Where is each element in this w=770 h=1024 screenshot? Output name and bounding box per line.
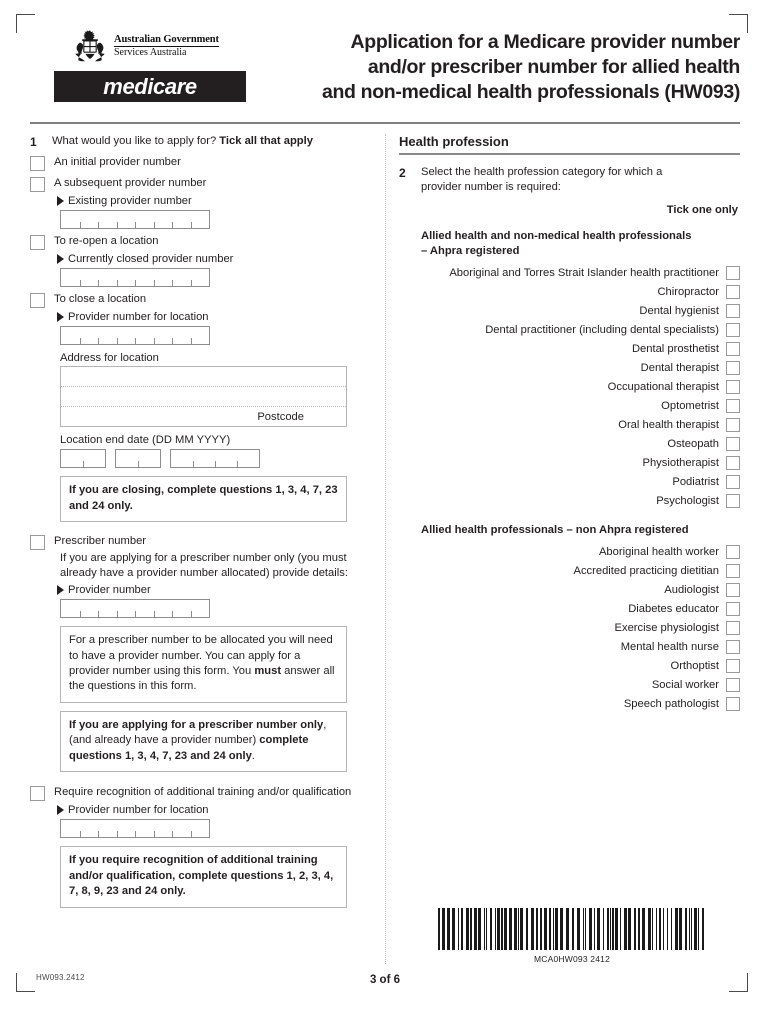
arrow-right-icon bbox=[57, 312, 64, 322]
profession-label: Aboriginal and Torres Strait Islander health practitioner bbox=[449, 266, 719, 279]
arrow-right-icon bbox=[57, 254, 64, 264]
footer-page-number: 3 of 6 bbox=[369, 974, 401, 986]
arrow-right-icon bbox=[57, 196, 64, 206]
profession-checkbox[interactable] bbox=[726, 323, 740, 337]
profession-checkbox[interactable] bbox=[726, 545, 740, 559]
question-2-number: 2 bbox=[399, 165, 406, 180]
list-item[interactable] bbox=[399, 675, 740, 694]
profession-checkbox[interactable] bbox=[726, 494, 740, 508]
address-line-2[interactable] bbox=[61, 387, 346, 407]
list-item[interactable] bbox=[399, 282, 740, 301]
group-heading-non-ahpra: Allied health professionals – non Ahpra registered bbox=[421, 524, 689, 537]
left-column bbox=[30, 134, 375, 908]
question-2-heading bbox=[399, 165, 740, 195]
checkbox-row-reopen-location[interactable] bbox=[30, 234, 375, 250]
label-existing-provider-number: Existing provider number bbox=[68, 195, 192, 208]
label-additional-training: Require recognition of additional training and/or qualification bbox=[54, 786, 352, 799]
note-prescriber-only-instructions bbox=[60, 711, 347, 772]
label-close-location: To close a location bbox=[54, 293, 147, 306]
input-end-date-month[interactable] bbox=[115, 449, 161, 468]
label-close-provider-number: Provider number for location bbox=[68, 311, 209, 324]
right-column bbox=[399, 134, 740, 713]
arrow-right-icon bbox=[57, 805, 64, 815]
profession-label: Chiropractor bbox=[657, 285, 719, 298]
profession-label: Accredited practicing dietitian bbox=[573, 564, 719, 577]
profession-checkbox[interactable] bbox=[726, 621, 740, 635]
list-item[interactable] bbox=[399, 580, 740, 599]
profession-checkbox[interactable] bbox=[726, 399, 740, 413]
note-prescriber-only-regular: , (and already have a provider number) bbox=[69, 718, 327, 747]
note-training-instructions: If you require recognition of additional training and/or qualification, complete questions 1, 2, 3, 4, 7, 8, 9, 23 and 24 only. bbox=[60, 846, 347, 907]
checkbox-prescriber-number[interactable] bbox=[30, 535, 45, 550]
profession-checkbox[interactable] bbox=[726, 678, 740, 692]
profession-checkbox[interactable] bbox=[726, 456, 740, 470]
list-item[interactable] bbox=[399, 618, 740, 637]
checkbox-close-location[interactable] bbox=[30, 293, 45, 308]
group-heading-ahpra-line-1: Allied health and non-medical health professionals bbox=[421, 230, 692, 243]
label-location-end-date: Location end date (DD MM YYYY) bbox=[60, 434, 231, 447]
input-training-provider-number[interactable] bbox=[60, 819, 210, 838]
list-item[interactable] bbox=[399, 599, 740, 618]
profession-checkbox[interactable] bbox=[726, 583, 740, 597]
profession-label: Dental hygienist bbox=[639, 304, 719, 317]
profession-label: Osteopath bbox=[667, 437, 719, 450]
input-close-provider-number[interactable] bbox=[60, 326, 210, 345]
barcode-block bbox=[436, 908, 708, 964]
note-prescriber-only-bold-1: If you are applying for a prescriber number only bbox=[69, 718, 324, 731]
checkbox-row-subsequent-provider-number[interactable] bbox=[30, 176, 375, 192]
label-prescriber-number: Prescriber number bbox=[54, 535, 147, 548]
label-initial-provider-number: An initial provider number bbox=[54, 156, 181, 169]
profession-checkbox[interactable] bbox=[726, 361, 740, 375]
question-1-prompt-text: What would you like to apply for? bbox=[52, 135, 220, 147]
government-crest-row bbox=[72, 28, 250, 64]
profession-checkbox[interactable] bbox=[726, 640, 740, 654]
agency-branding bbox=[54, 28, 250, 102]
profession-label: Occupational therapist bbox=[607, 380, 719, 393]
profession-list-non-ahpra bbox=[399, 542, 740, 713]
input-address-for-location[interactable] bbox=[60, 366, 347, 427]
checkbox-row-close-location[interactable] bbox=[30, 292, 375, 308]
profession-label: Dental prosthetist bbox=[631, 342, 719, 355]
note-prescriber-part-2: answer all the questions in this form. bbox=[69, 665, 335, 693]
note-closing-instructions: If you are closing, complete questions 1, 3, 4, 7, 23 and 24 only. bbox=[60, 476, 347, 522]
list-item[interactable] bbox=[399, 472, 740, 491]
address-line-3-postcode[interactable] bbox=[61, 407, 346, 426]
caption-row-close-provider-number bbox=[57, 311, 375, 323]
note-prescriber-requirements bbox=[60, 626, 347, 703]
caption-row-existing-provider-number bbox=[57, 195, 375, 207]
profession-list-ahpra bbox=[399, 263, 740, 510]
profession-label: Optometrist bbox=[661, 399, 719, 412]
list-item[interactable] bbox=[399, 453, 740, 472]
profession-checkbox[interactable] bbox=[726, 697, 740, 711]
list-item[interactable] bbox=[399, 694, 740, 713]
list-item[interactable] bbox=[399, 656, 740, 675]
profession-label: Exercise physiologist bbox=[614, 621, 719, 634]
profession-label: Orthoptist bbox=[670, 659, 719, 672]
government-wordmark bbox=[114, 34, 219, 59]
form-title-line-1: Application for a Medicare provider number bbox=[350, 31, 740, 53]
list-item[interactable] bbox=[399, 377, 740, 396]
page-title bbox=[240, 30, 740, 104]
profession-checkbox[interactable] bbox=[726, 475, 740, 489]
profession-label: Diabetes educator bbox=[628, 602, 719, 615]
government-line-2: Services Australia bbox=[114, 46, 187, 58]
column-divider bbox=[385, 134, 386, 964]
checkbox-row-initial-provider-number[interactable] bbox=[30, 155, 375, 171]
medicare-wordmark: medicare bbox=[103, 73, 197, 99]
input-location-end-date[interactable] bbox=[60, 449, 375, 468]
form-title-line-3: and non-medical health professionals (HW093) bbox=[321, 80, 740, 103]
profession-label: Speech pathologist bbox=[623, 697, 719, 710]
label-reopen-location: To re-open a location bbox=[54, 235, 159, 248]
barcode-image bbox=[436, 908, 708, 950]
note-prescriber-emphasis: must bbox=[254, 665, 282, 677]
profession-checkbox[interactable] bbox=[726, 659, 740, 673]
list-item[interactable] bbox=[399, 637, 740, 656]
group-heading-ahpra-registered bbox=[421, 229, 740, 259]
profession-label: Mental health nurse bbox=[620, 640, 719, 653]
page-header bbox=[30, 26, 740, 118]
list-item[interactable] bbox=[399, 263, 740, 282]
profession-checkbox[interactable] bbox=[726, 342, 740, 356]
note-prescriber-only-end: . bbox=[251, 749, 255, 762]
question-1-prompt-emphasis: Tick all that apply bbox=[219, 135, 313, 147]
input-end-date-day[interactable] bbox=[60, 449, 106, 468]
footer-form-code: HW093.2412 bbox=[36, 973, 85, 982]
list-item[interactable] bbox=[399, 320, 740, 339]
list-item[interactable] bbox=[399, 415, 740, 434]
group-heading-ahpra-line-2: – Ahpra registered bbox=[421, 245, 520, 258]
caption-row-currently-closed-provider-number bbox=[57, 253, 375, 265]
input-existing-provider-number[interactable] bbox=[60, 210, 210, 229]
profession-label: Social worker bbox=[651, 678, 719, 691]
caption-row-training-provider-number bbox=[57, 804, 375, 816]
checkbox-row-additional-training[interactable] bbox=[30, 785, 375, 801]
checkbox-reopen-location[interactable] bbox=[30, 235, 45, 250]
profession-label: Dental practitioner (including dental specialists) bbox=[485, 323, 719, 336]
section-title-health-profession: Health profession bbox=[399, 134, 509, 149]
list-item[interactable] bbox=[399, 396, 740, 415]
note-prescriber-only-bold-2: complete questions 1, 3, 4, 7, 23 and 24 only bbox=[69, 734, 309, 762]
question-1-number: 1 bbox=[30, 135, 37, 149]
input-currently-closed-provider-number[interactable] bbox=[60, 268, 210, 287]
medicare-logo bbox=[54, 71, 246, 102]
profession-checkbox[interactable] bbox=[726, 418, 740, 432]
checkbox-initial-provider-number[interactable] bbox=[30, 156, 45, 171]
profession-label: Podiatrist bbox=[672, 475, 719, 488]
input-prescriber-provider-number[interactable] bbox=[60, 599, 210, 618]
question-1-prompt bbox=[52, 134, 313, 149]
list-item[interactable] bbox=[399, 491, 740, 510]
checkbox-row-prescriber-number[interactable] bbox=[30, 534, 375, 550]
list-item[interactable] bbox=[399, 358, 740, 377]
list-item[interactable] bbox=[399, 542, 740, 561]
label-tick-one-only: Tick one only bbox=[666, 204, 738, 217]
profession-checkbox[interactable] bbox=[726, 437, 740, 451]
input-end-date-year[interactable] bbox=[170, 449, 260, 468]
list-item[interactable] bbox=[399, 301, 740, 320]
label-currently-closed-provider-number: Currently closed provider number bbox=[68, 253, 234, 266]
profession-label: Physiotherapist bbox=[642, 456, 719, 469]
list-item[interactable] bbox=[399, 434, 740, 453]
profession-checkbox[interactable] bbox=[726, 304, 740, 318]
profession-label: Aboriginal health worker bbox=[598, 545, 719, 558]
section-divider bbox=[399, 153, 740, 155]
profession-checkbox[interactable] bbox=[726, 266, 740, 280]
text-prescriber-detail: If you are applying for a prescriber number only (you must already have a provider number allocated) provide details: bbox=[60, 552, 348, 580]
label-subsequent-provider-number: A subsequent provider number bbox=[54, 177, 207, 190]
profession-checkbox[interactable] bbox=[726, 285, 740, 299]
label-address-for-location: Address for location bbox=[60, 352, 159, 365]
checkbox-subsequent-provider-number[interactable] bbox=[30, 177, 45, 192]
profession-label: Audiologist bbox=[664, 583, 719, 596]
label-prescriber-provider-number: Provider number bbox=[68, 584, 151, 597]
label-training-provider-number: Provider number for location bbox=[68, 804, 209, 817]
arrow-right-icon bbox=[57, 585, 64, 595]
header-divider bbox=[30, 122, 740, 124]
australian-coat-of-arms-icon bbox=[72, 28, 108, 64]
question-2-prompt: Select the health profession category for which a provider number is required: bbox=[421, 165, 663, 193]
caption-row-prescriber-provider-number bbox=[57, 584, 375, 596]
government-line-1: Australian Government bbox=[114, 34, 219, 47]
profession-label: Oral health therapist bbox=[618, 418, 719, 431]
profession-checkbox[interactable] bbox=[726, 564, 740, 578]
question-1-heading bbox=[30, 134, 375, 150]
address-line-1[interactable] bbox=[61, 367, 346, 387]
barcode-label: MCA0HW093 2412 bbox=[533, 954, 611, 964]
label-postcode: Postcode bbox=[257, 410, 304, 423]
list-item[interactable] bbox=[399, 339, 740, 358]
note-prescriber-part-1: For a prescriber number to be allocated you will need to have a provider number. You can apply for a provider number using this form. You bbox=[69, 634, 333, 677]
checkbox-additional-training[interactable] bbox=[30, 786, 45, 801]
profession-label: Psychologist bbox=[656, 494, 719, 507]
profession-checkbox[interactable] bbox=[726, 602, 740, 616]
form-title-line-2: and/or prescriber number for allied health bbox=[367, 55, 740, 78]
profession-label: Dental therapist bbox=[640, 361, 719, 374]
list-item[interactable] bbox=[399, 561, 740, 580]
profession-checkbox[interactable] bbox=[726, 380, 740, 394]
